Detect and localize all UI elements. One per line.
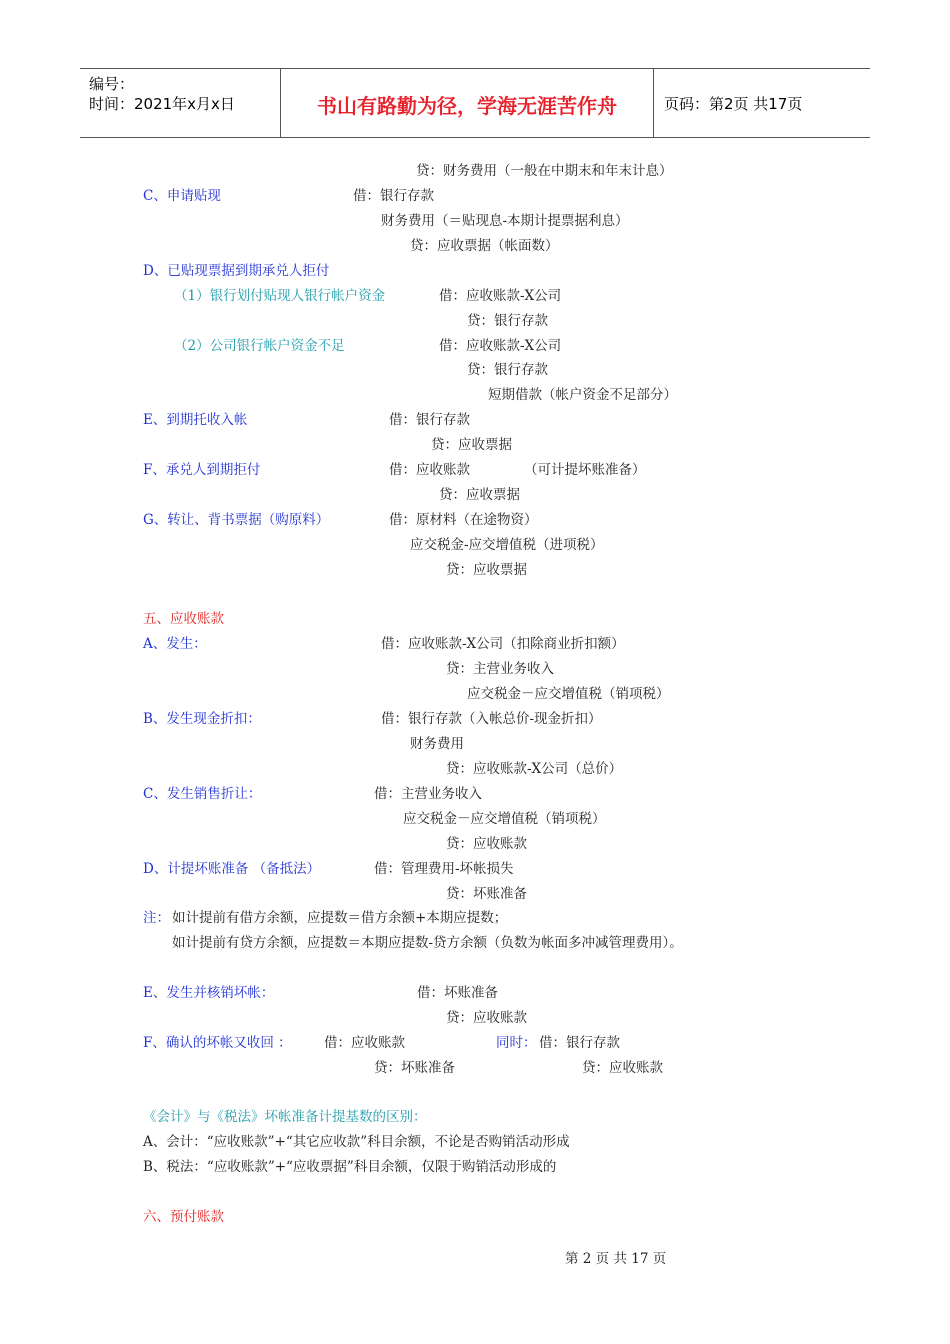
text-line: 借：应收账款 xyxy=(324,1035,405,1051)
simultaneous-label: 同时： xyxy=(496,1035,537,1051)
text-line: 借：坏账准备 xyxy=(417,985,498,1001)
page-header xyxy=(80,68,870,138)
text-line: 借：银行存款（入帐总价-现金折扣） xyxy=(381,711,602,727)
text-line: 应交税金－应交增值税（销项税） xyxy=(403,811,606,827)
section-heading: C、发生销售折让： xyxy=(143,786,262,802)
text-line: 借：应收账款-X公司（扣除商业折扣额） xyxy=(381,636,625,652)
text-line: 借：原材料（在途物资） xyxy=(389,512,538,528)
section-heading: A、发生： xyxy=(143,636,207,652)
section-heading: D、已贴现票据到期承兑人拒付 xyxy=(143,263,330,279)
text-line: 应交税金－应交增值税（销项税） xyxy=(467,686,670,702)
section-heading: G、转让、背书票据（购原料） xyxy=(143,512,330,528)
text-line: 借：主营业务收入 xyxy=(374,786,482,802)
text-line: 贷：主营业务收入 xyxy=(446,661,554,677)
text-line: 应交税金-应交增值税（进项税） xyxy=(410,537,604,553)
document-time-label: 时间：2021年x月x日 xyxy=(89,95,235,113)
text-line: 贷：应收账款 xyxy=(446,836,527,852)
text-line: 财务费用 xyxy=(410,736,464,752)
section-heading: B、发生现金折扣： xyxy=(143,711,261,727)
text-line: 财务费用（＝贴现息-本期计提票据利息） xyxy=(381,213,629,229)
text-line: 短期借款（帐户资金不足部分） xyxy=(488,387,677,403)
text-line: 贷：应收票据 xyxy=(431,437,512,453)
comparison-heading: 《会计》与《税法》坏帐准备计提基数的区别： xyxy=(143,1109,427,1125)
section-heading: C、申请贴现 xyxy=(143,188,221,204)
motto-text: 书山有路勤为径，学海无涯苦作舟 xyxy=(317,94,617,118)
page-footer: 第 2 页 共 17 页 xyxy=(565,1251,667,1267)
section-heading: E、发生并核销坏帐： xyxy=(143,985,275,1001)
text-line: A、会计：“应收账款”+“其它应收款”科目余额，不论是否购销活动形成 xyxy=(143,1134,570,1150)
header-page-cell xyxy=(654,69,870,137)
chapter-heading: 六、预付账款 xyxy=(143,1209,224,1225)
text-line: （可计提坏账准备） xyxy=(524,462,646,478)
text-line: 贷：银行存款 xyxy=(467,313,548,329)
section-heading: F、确认的坏帐又收回 ： xyxy=(143,1035,292,1051)
section-heading: F、承兑人到期拒付 xyxy=(143,462,261,478)
text-line: 借：银行存款 xyxy=(389,412,470,428)
section-heading: D、计提坏账准备 （备抵法） xyxy=(143,861,321,877)
text-line: 借：银行存款 xyxy=(353,188,434,204)
note-label: 注： xyxy=(143,910,170,926)
text-line: 借：银行存款 xyxy=(539,1035,620,1051)
text-line: 贷：应收账款 xyxy=(446,1010,527,1026)
document-number-label: 编号： xyxy=(89,75,135,93)
text-line: 如计提前有借方余额，应提数＝借方余额+本期应提数； xyxy=(172,910,508,926)
text-line: 贷：应收账款-X公司（总价） xyxy=(446,761,623,777)
header-motto-cell xyxy=(281,69,654,137)
text-line: 贷：坏账准备 xyxy=(446,886,527,902)
text-line: 借：管理费用-坏帐损失 xyxy=(374,861,514,877)
text-line: B、税法：“应收账款”+“应收票据”科目余额，仅限于购销活动形成的 xyxy=(143,1159,557,1175)
text-line: 贷：应收票据（帐面数） xyxy=(410,238,559,254)
text-line: 贷：财务费用（一般在中期末和年末计息） xyxy=(416,163,673,179)
text-line: 贷：银行存款 xyxy=(467,362,548,378)
header-meta-cell xyxy=(80,69,281,137)
text-line: 贷：应收账款 xyxy=(582,1060,663,1076)
text-line: 贷：应收票据 xyxy=(446,562,527,578)
text-line: 借：应收账款 xyxy=(389,462,470,478)
section-heading: E、到期托收入帐 xyxy=(143,412,248,428)
subsection-heading: （2）公司银行帐户资金不足 xyxy=(174,338,345,354)
subsection-heading: （1）银行划付贴现人银行帐户资金 xyxy=(174,288,386,304)
text-line: 借：应收账款-X公司 xyxy=(439,338,562,354)
header-page-number: 页码：第2页 共17页 xyxy=(664,95,803,113)
text-line: 贷：坏账准备 xyxy=(374,1060,455,1076)
text-line: 贷：应收票据 xyxy=(439,487,520,503)
chapter-heading: 五、应收账款 xyxy=(143,611,224,627)
text-line: 如计提前有贷方余额，应提数＝本期应提数-贷方余额（负数为帐面多冲减管理费用）。 xyxy=(172,935,683,951)
text-line: 借：应收账款-X公司 xyxy=(439,288,562,304)
